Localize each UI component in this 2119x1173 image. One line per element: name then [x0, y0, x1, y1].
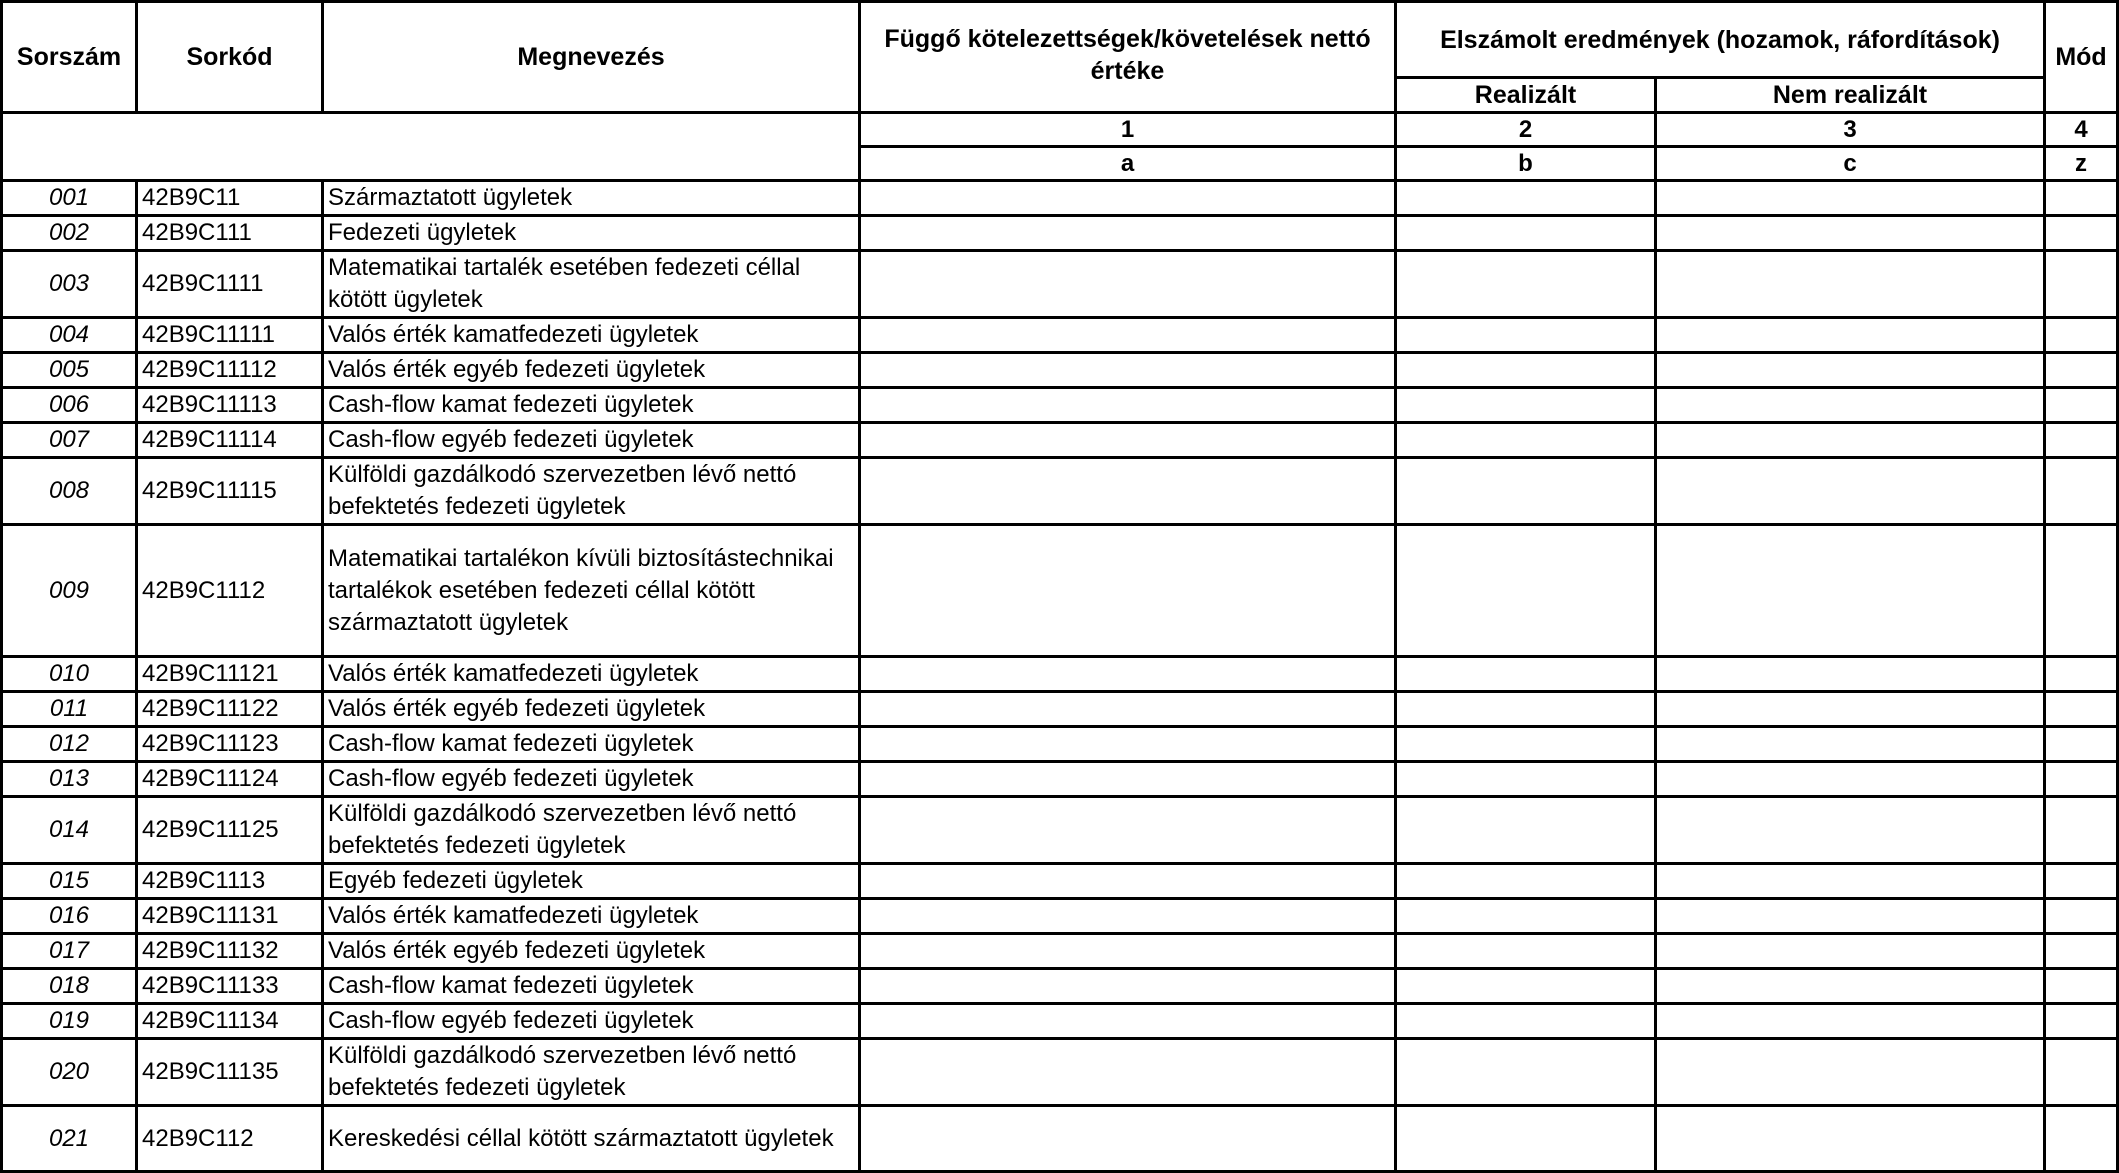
header-mod: Mód: [2045, 2, 2118, 113]
table-row: [2, 692, 2118, 727]
row-sorkod: 42B9C11133: [137, 969, 323, 1004]
cell-c[interactable]: [1656, 762, 2045, 797]
row-sorkod: 42B9C11132: [137, 934, 323, 969]
cell-z[interactable]: [2045, 969, 2118, 1004]
row-sorkod: 42B9C11123: [137, 727, 323, 762]
row-megnevezes: Cash-flow egyéb fedezeti ügyletek: [323, 762, 860, 797]
cell-b[interactable]: [1396, 458, 1656, 525]
cell-b[interactable]: [1396, 1106, 1656, 1172]
table-row: [2, 1039, 2118, 1106]
cell-c[interactable]: [1656, 318, 2045, 353]
cell-a[interactable]: [860, 353, 1396, 388]
row-megnevezes: Cash-flow egyéb fedezeti ügyletek: [323, 1004, 860, 1039]
cell-a[interactable]: [860, 216, 1396, 251]
cell-c[interactable]: [1656, 797, 2045, 864]
cell-z[interactable]: [2045, 657, 2118, 692]
cell-c[interactable]: [1656, 934, 2045, 969]
table-row: [2, 181, 2118, 216]
cell-c[interactable]: [1656, 216, 2045, 251]
row-sorszam: 002: [2, 216, 137, 251]
row-sorkod: 42B9C111: [137, 216, 323, 251]
table-row: [2, 657, 2118, 692]
cell-b[interactable]: [1396, 388, 1656, 423]
cell-a[interactable]: [860, 525, 1396, 657]
cell-c[interactable]: [1656, 727, 2045, 762]
table-row: [2, 1004, 2118, 1039]
row-sorszam: 007: [2, 423, 137, 458]
cell-c[interactable]: [1656, 969, 2045, 1004]
table-row: [2, 727, 2118, 762]
row-sorkod: 42B9C11113: [137, 388, 323, 423]
table-row: [2, 797, 2118, 864]
row-sorkod: 42B9C11: [137, 181, 323, 216]
row-sorkod: 42B9C1111: [137, 251, 323, 318]
cell-z[interactable]: [2045, 251, 2118, 318]
row-sorszam: 010: [2, 657, 137, 692]
row-sorszam: 015: [2, 864, 137, 899]
table-row: [2, 969, 2118, 1004]
cell-a[interactable]: [860, 797, 1396, 864]
row-sorszam: 016: [2, 899, 137, 934]
cell-b[interactable]: [1396, 181, 1656, 216]
row-megnevezes: Külföldi gazdálkodó szervezetben lévő nettó befektetés fedezeti ügyletek: [323, 797, 860, 864]
table-body: [2, 181, 2118, 1172]
cell-a[interactable]: [860, 181, 1396, 216]
row-megnevezes: Valós érték kamatfedezeti ügyletek: [323, 657, 860, 692]
cell-z[interactable]: [2045, 692, 2118, 727]
table-row: [2, 864, 2118, 899]
header-realizalt: Realizált: [1396, 78, 1656, 113]
cell-z[interactable]: [2045, 458, 2118, 525]
row-megnevezes: Származtatott ügyletek: [323, 181, 860, 216]
header-nem-realizalt: Nem realizált: [1656, 78, 2045, 113]
table-row: [2, 318, 2118, 353]
row-sorszam: 003: [2, 251, 137, 318]
cell-b[interactable]: [1396, 899, 1656, 934]
header-elszamolt: Elszámolt eredmények (hozamok, ráfordítások): [1396, 2, 2045, 78]
cell-a[interactable]: [860, 727, 1396, 762]
row-sorszam: 005: [2, 353, 137, 388]
header-sorkod: Sorkód: [137, 2, 323, 113]
row-megnevezes: Külföldi gazdálkodó szervezetben lévő nettó befektetés fedezeti ügyletek: [323, 458, 860, 525]
row-sorszam: 014: [2, 797, 137, 864]
row-sorszam: 020: [2, 1039, 137, 1106]
cell-b[interactable]: [1396, 727, 1656, 762]
col-letter-b: b: [1396, 147, 1656, 181]
cell-c[interactable]: [1656, 1004, 2045, 1039]
cell-z[interactable]: [2045, 934, 2118, 969]
row-megnevezes: Fedezeti ügyletek: [323, 216, 860, 251]
row-sorszam: 018: [2, 969, 137, 1004]
cell-c[interactable]: [1656, 864, 2045, 899]
row-sorkod: 42B9C11121: [137, 657, 323, 692]
col-letter-z: z: [2045, 147, 2118, 181]
row-sorkod: 42B9C1112: [137, 525, 323, 657]
cell-a[interactable]: [860, 251, 1396, 318]
cell-c[interactable]: [1656, 388, 2045, 423]
row-sorszam: 021: [2, 1106, 137, 1172]
header-blank-block: [2, 113, 860, 181]
header-sorszam: Sorszám: [2, 2, 137, 113]
row-megnevezes: Cash-flow kamat fedezeti ügyletek: [323, 969, 860, 1004]
cell-z[interactable]: [2045, 864, 2118, 899]
row-sorszam: 008: [2, 458, 137, 525]
cell-a[interactable]: [860, 864, 1396, 899]
row-sorkod: 42B9C11111: [137, 318, 323, 353]
row-megnevezes: Kereskedési céllal kötött származtatott ügyletek: [323, 1106, 860, 1172]
col-letter-c: c: [1656, 147, 2045, 181]
cell-b[interactable]: [1396, 318, 1656, 353]
cell-z[interactable]: [2045, 1106, 2118, 1172]
cell-b[interactable]: [1396, 692, 1656, 727]
cell-b[interactable]: [1396, 969, 1656, 1004]
table-row: [2, 353, 2118, 388]
cell-c[interactable]: [1656, 657, 2045, 692]
cell-b[interactable]: [1396, 1039, 1656, 1106]
table-row: [2, 458, 2118, 525]
cell-a[interactable]: [860, 1039, 1396, 1106]
table-row: [2, 251, 2118, 318]
row-megnevezes: Cash-flow kamat fedezeti ügyletek: [323, 388, 860, 423]
row-sorkod: 42B9C11112: [137, 353, 323, 388]
cell-b[interactable]: [1396, 423, 1656, 458]
cell-a[interactable]: [860, 969, 1396, 1004]
row-sorkod: 42B9C11131: [137, 899, 323, 934]
row-sorkod: 42B9C11124: [137, 762, 323, 797]
cell-z[interactable]: [2045, 797, 2118, 864]
table-row: [2, 762, 2118, 797]
cell-b[interactable]: [1396, 934, 1656, 969]
cell-a[interactable]: [860, 657, 1396, 692]
cell-a[interactable]: [860, 899, 1396, 934]
cell-b[interactable]: [1396, 1004, 1656, 1039]
table-row: [2, 934, 2118, 969]
cell-c[interactable]: [1656, 899, 2045, 934]
cell-b[interactable]: [1396, 657, 1656, 692]
cell-b[interactable]: [1396, 216, 1656, 251]
row-sorkod: 42B9C11135: [137, 1039, 323, 1106]
cell-a[interactable]: [860, 423, 1396, 458]
table-header: [2, 2, 2118, 181]
cell-c[interactable]: [1656, 181, 2045, 216]
col-number-4: 4: [2045, 113, 2118, 147]
cell-z[interactable]: [2045, 1004, 2118, 1039]
cell-a[interactable]: [860, 458, 1396, 525]
row-megnevezes: Cash-flow kamat fedezeti ügyletek: [323, 727, 860, 762]
cell-z[interactable]: [2045, 1039, 2118, 1106]
cell-c[interactable]: [1656, 251, 2045, 318]
row-sorkod: 42B9C1113: [137, 864, 323, 899]
cell-z[interactable]: [2045, 762, 2118, 797]
row-sorkod: 42B9C112: [137, 1106, 323, 1172]
cell-a[interactable]: [860, 692, 1396, 727]
cell-z[interactable]: [2045, 353, 2118, 388]
cell-c[interactable]: [1656, 353, 2045, 388]
header-megnevezes: Megnevezés: [323, 2, 860, 113]
col-number-3: 3: [1656, 113, 2045, 147]
row-sorkod: 42B9C11122: [137, 692, 323, 727]
cell-a[interactable]: [860, 388, 1396, 423]
row-megnevezes: Valós érték kamatfedezeti ügyletek: [323, 899, 860, 934]
cell-a[interactable]: [860, 1004, 1396, 1039]
cell-c[interactable]: [1656, 525, 2045, 657]
cell-b[interactable]: [1396, 353, 1656, 388]
cell-z[interactable]: [2045, 216, 2118, 251]
row-sorszam: 009: [2, 525, 137, 657]
cell-c[interactable]: [1656, 1039, 2045, 1106]
cell-a[interactable]: [860, 762, 1396, 797]
row-megnevezes: Valós érték kamatfedezeti ügyletek: [323, 318, 860, 353]
cell-b[interactable]: [1396, 797, 1656, 864]
row-megnevezes: Matematikai tartalékon kívüli biztosítástechnikai tartalékok esetében fedezeti céllal kötött származtatott ügyletek: [323, 525, 860, 657]
cell-b[interactable]: [1396, 762, 1656, 797]
col-number-2: 2: [1396, 113, 1656, 147]
col-number-1: 1: [860, 113, 1396, 147]
cell-z[interactable]: [2045, 727, 2118, 762]
cell-z[interactable]: [2045, 388, 2118, 423]
cell-z[interactable]: [2045, 181, 2118, 216]
table-row: [2, 525, 2118, 657]
cell-z[interactable]: [2045, 423, 2118, 458]
row-megnevezes: Valós érték egyéb fedezeti ügyletek: [323, 353, 860, 388]
row-megnevezes: Valós érték egyéb fedezeti ügyletek: [323, 934, 860, 969]
row-megnevezes: Külföldi gazdálkodó szervezetben lévő nettó befektetés fedezeti ügyletek: [323, 1039, 860, 1106]
cell-z[interactable]: [2045, 525, 2118, 657]
table-row: [2, 388, 2118, 423]
cell-c[interactable]: [1656, 1106, 2045, 1172]
table-row: [2, 1106, 2118, 1172]
cell-b[interactable]: [1396, 864, 1656, 899]
row-sorszam: 019: [2, 1004, 137, 1039]
cell-z[interactable]: [2045, 899, 2118, 934]
row-sorszam: 006: [2, 388, 137, 423]
row-sorszam: 011: [2, 692, 137, 727]
table-row: [2, 216, 2118, 251]
cell-a[interactable]: [860, 1106, 1396, 1172]
row-sorszam: 004: [2, 318, 137, 353]
cell-c[interactable]: [1656, 423, 2045, 458]
row-megnevezes: Egyéb fedezeti ügyletek: [323, 864, 860, 899]
cell-z[interactable]: [2045, 318, 2118, 353]
header-fuggo: Függő kötelezettségek/követelések nettó értéke: [860, 2, 1396, 113]
row-megnevezes: Matematikai tartalék esetében fedezeti céllal kötött ügyletek: [323, 251, 860, 318]
col-letter-a: a: [860, 147, 1396, 181]
row-megnevezes: Valós érték egyéb fedezeti ügyletek: [323, 692, 860, 727]
cell-c[interactable]: [1656, 692, 2045, 727]
row-sorkod: 42B9C11115: [137, 458, 323, 525]
table-row: [2, 899, 2118, 934]
cell-c[interactable]: [1656, 458, 2045, 525]
cell-a[interactable]: [860, 318, 1396, 353]
cell-a[interactable]: [860, 934, 1396, 969]
table-row: [2, 423, 2118, 458]
row-sorkod: 42B9C11114: [137, 423, 323, 458]
row-sorkod: 42B9C11125: [137, 797, 323, 864]
row-sorszam: 017: [2, 934, 137, 969]
cell-b[interactable]: [1396, 251, 1656, 318]
row-sorszam: 013: [2, 762, 137, 797]
row-sorszam: 001: [2, 181, 137, 216]
row-sorkod: 42B9C11134: [137, 1004, 323, 1039]
row-megnevezes: Cash-flow egyéb fedezeti ügyletek: [323, 423, 860, 458]
cell-b[interactable]: [1396, 525, 1656, 657]
row-sorszam: 012: [2, 727, 137, 762]
